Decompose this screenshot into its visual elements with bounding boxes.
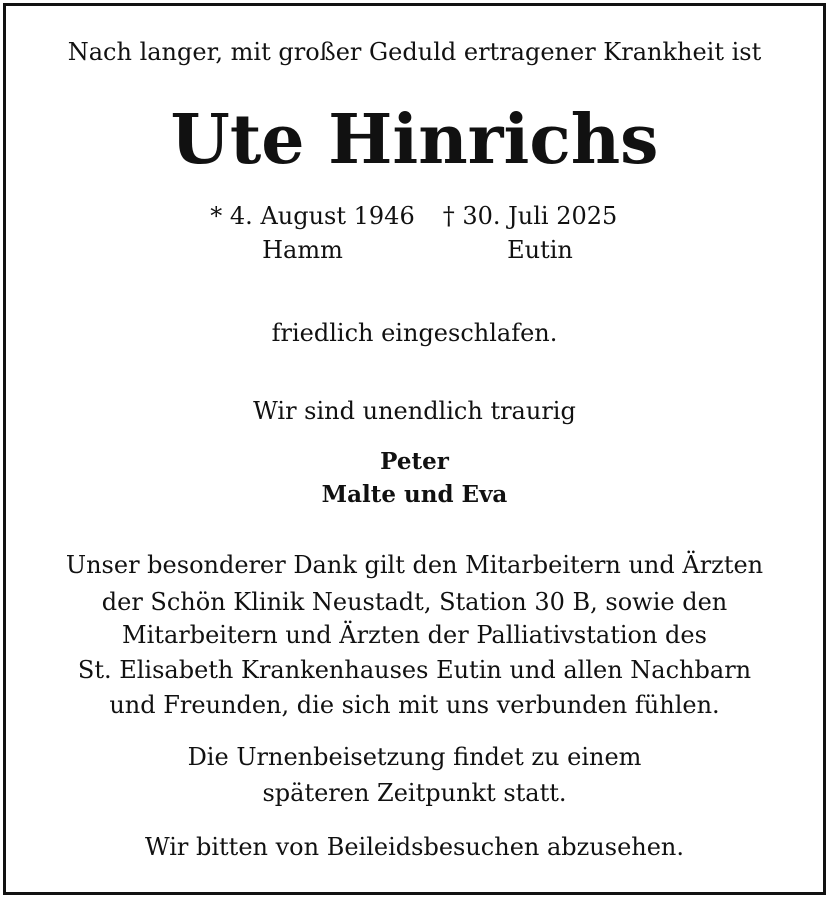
death-date: † 30. Juli 2025 bbox=[442, 202, 618, 230]
burial-line: Die Urnenbeisetzung findet zu einem bbox=[187, 743, 642, 771]
death-place: Eutin bbox=[507, 236, 573, 264]
passed-text: friedlich eingeschlafen. bbox=[271, 319, 558, 347]
mourner-name: Peter bbox=[380, 448, 449, 475]
thanks-line: St. Elisabeth Krankenhauses Eutin und allen Nachbarn bbox=[77, 656, 752, 684]
intro-text: Nach langer, mit großer Geduld ertragener Krankheit ist bbox=[67, 38, 762, 66]
mourner-name: Malte und Eva bbox=[321, 481, 508, 508]
thanks-line: der Schön Klinik Neustadt, Station 30 B, sowie den bbox=[101, 588, 728, 616]
deceased-name: Ute Hinrichs bbox=[170, 100, 659, 180]
thanks-line: Unser besonderer Dank gilt den Mitarbeitern und Ärzten bbox=[65, 551, 764, 579]
closing-text: Wir bitten von Beileidsbesuchen abzusehen. bbox=[144, 833, 685, 861]
birth-place: Hamm bbox=[262, 236, 343, 264]
thanks-line: und Freunden, die sich mit uns verbunden fühlen. bbox=[109, 691, 720, 719]
mourning-text: Wir sind unendlich traurig bbox=[253, 397, 576, 425]
thanks-line: Mitarbeitern und Ärzten der Palliativstation des bbox=[122, 621, 707, 649]
burial-line: späteren Zeitpunkt statt. bbox=[262, 779, 567, 807]
birth-date: * 4. August 1946 bbox=[210, 202, 415, 230]
